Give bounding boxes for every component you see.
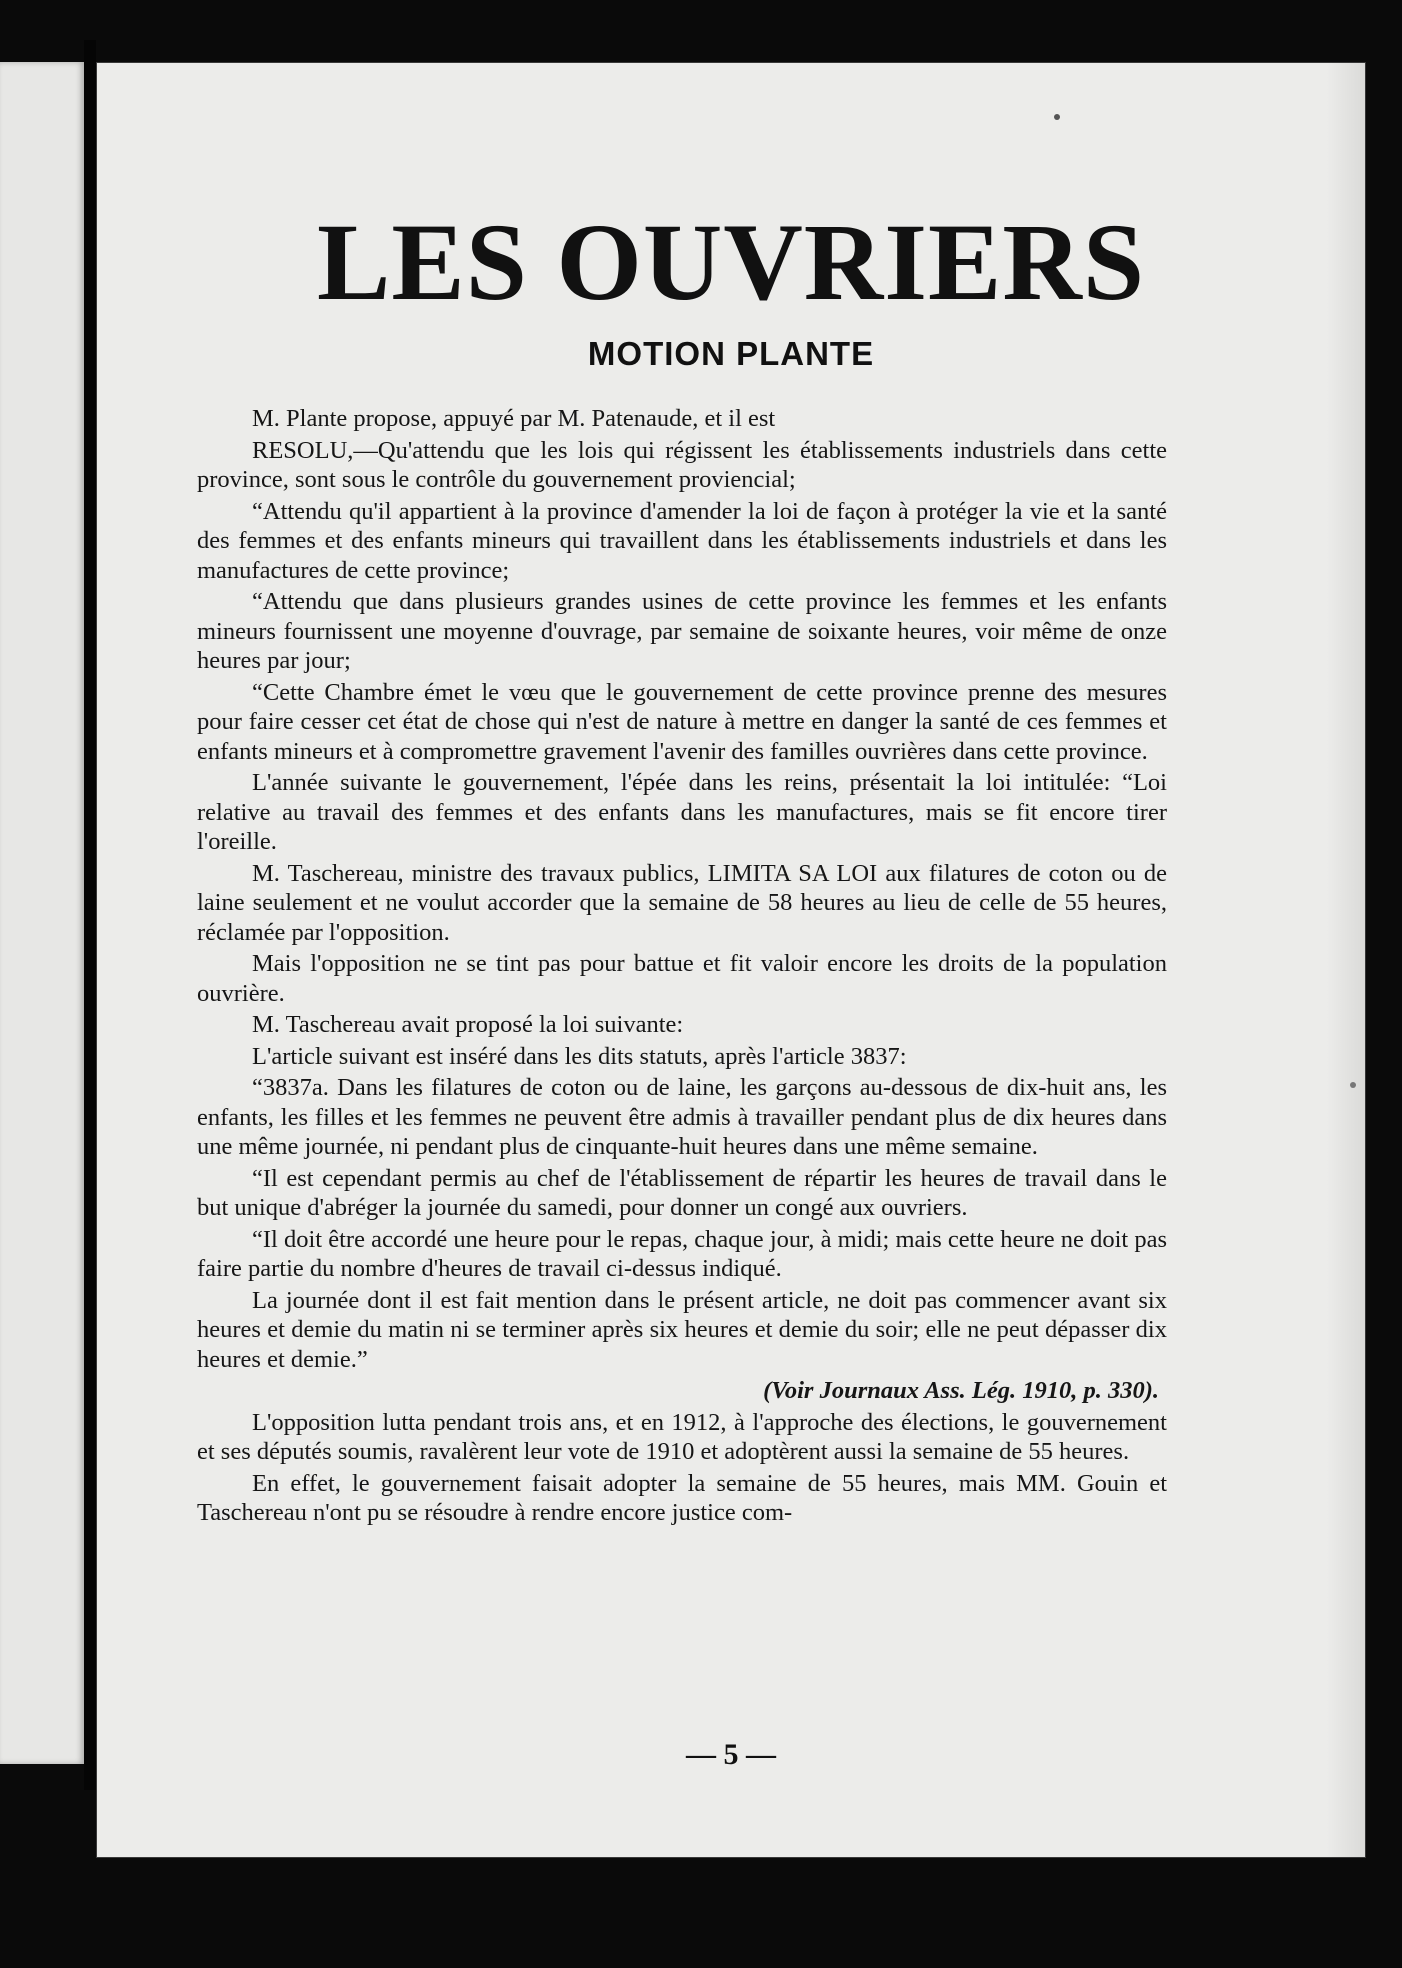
body-text: [197, 404, 1167, 1530]
facing-page-edge: [0, 62, 84, 1764]
paragraph: En effet, le gouvernement faisait adopter la semaine de 55 heures, mais MM. Gouin et Taschereau n'ont pu se résoudre à rendre encore justice com-: [197, 1469, 1167, 1526]
paragraph: RESOLU,—Qu'attendu que les lois qui régissent les établissements industriels dans cette province, sont sous le contrôle du gouvernement proviencial;: [197, 436, 1167, 493]
paragraph: Mais l'opposition ne se tint pas pour battue et fit valoir encore les droits de la population ouvrière.: [197, 950, 1167, 1007]
page-title: LES OUVRIERS: [316, 201, 1146, 323]
paragraph: L'année suivante le gouvernement, l'épée dans les reins, présentait la loi intitulée: “Loi relative au travail des femmes et des enfants dans les manufactures, mais se fit encore tirer l'oreille.: [197, 769, 1167, 855]
citation: (Voir Journaux Ass. Lég. 1910, p. 330).: [763, 1377, 1159, 1404]
paragraph: L'article suivant est inséré dans les dits statuts, après l'article 3837:: [252, 1042, 907, 1070]
paragraph: M. Taschereau, ministre des travaux publics, LIMITA SA LOI aux filatures de coton ou de laine seulement et ne voulut accorder que la semaine de 58 heures au lieu de celle de 55 heures, réclamée par l'opposition.: [197, 859, 1167, 946]
paragraph: “Il doit être accordé une heure pour le repas, chaque jour, à midi; mais cette heure ne doit pas faire partie du nombre d'heures de travail ci-dessus indiqué.: [197, 1225, 1167, 1282]
paragraph: L'opposition lutta pendant trois ans, et en 1912, à l'approche des élections, le gouvernement et ses députés soumis, ravalèrent leur vote de 1910 et adoptèrent aussi la semaine de 55 heures.: [197, 1408, 1167, 1465]
paragraph: M. Plante propose, appuyé par M. Patenaude, et il est: [252, 405, 776, 432]
document-page: [96, 62, 1366, 1858]
paper-speck: [1350, 1082, 1356, 1088]
page-subtitle: MOTION PLANTE: [587, 335, 875, 372]
page-number: — 5 —: [686, 1738, 776, 1771]
paragraph: “3837a. Dans les filatures de coton ou de laine, les garçons au-dessous de dix-huit ans, les enfants, les filles et les femmes ne peuvent être admis à travailler pendant plus de dix heures dans une même journée, ni pendant plus de cinquante-huit heures dans une même semaine.: [197, 1074, 1167, 1160]
page-shadow: [1326, 62, 1366, 1858]
paragraph: “Attendu que dans plusieurs grandes usines de cette province les femmes et les enfants mineurs fournissent une moyenne d'ouvrage, par semaine de soixante heures, voir même de onze heures par jour;: [197, 588, 1167, 674]
paragraph: “Cette Chambre émet le vœu que le gouvernement de cette province prenne des mesures pour faire cesser cet état de chose qui n'est de nature à mettre en danger la santé de ces femmes et enfants mineurs et à compromettre gravement l'avenir des familles ouvrières dans cette province.: [197, 678, 1167, 765]
paragraph: M. Taschereau avait proposé la loi suivante:: [252, 1011, 684, 1038]
book-gutter: [84, 40, 96, 1790]
paragraph: La journée dont il est fait mention dans le présent article, ne doit pas commencer avant six heures et demie du matin ni se terminer après six heures et demie du soir; elle ne peut dépasser dix heures et demie.”: [197, 1286, 1167, 1373]
paragraph: “Attendu qu'il appartient à la province d'amender la loi de façon à protéger la vie et la santé des femmes et des enfants mineurs qui travaillent dans les établissements industriels et dans les manufactures de cette province;: [197, 497, 1167, 584]
paper-speck: [1054, 114, 1060, 120]
paragraph: “Il est cependant permis au chef de l'établissement de répartir les heures de travail dans le but unique d'abréger la journée du samedi, pour donner un congé aux ouvriers.: [197, 1164, 1167, 1221]
